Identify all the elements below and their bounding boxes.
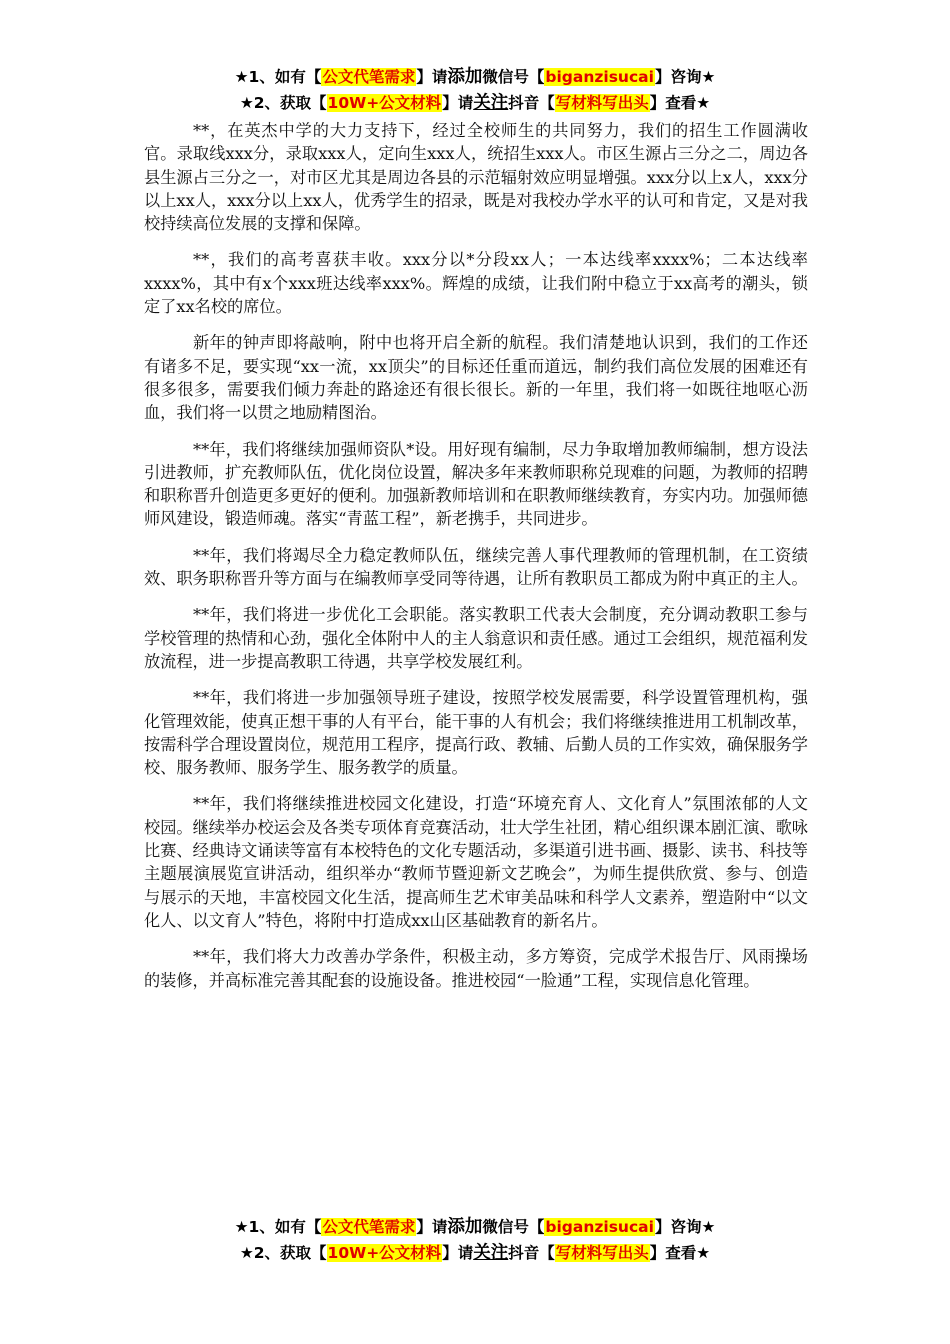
banner-text: ★1、如有【	[234, 68, 322, 86]
paragraph: **年，我们将进一步加强领导班子建设，按照学校发展需要，科学设置管理机构，强化管理效能，使真正想干事的人有平台，能干事的人有机会；我们将继续推进用工机制改革，按需科学合理设置岗位，规范用工程序，提高行政、教辅、后勤人员的工作实效，确保服务学校、服务教师、服务学生、服务教学的质量。	[144, 688, 808, 778]
emphasis-text: 添加	[447, 1217, 483, 1237]
highlight-text: 公文代笔需求	[322, 1218, 416, 1236]
footer-banner	[0, 1214, 950, 1266]
banner-text: 】咨询★	[654, 68, 716, 86]
paragraph: 新年的钟声即将敲响，附中也将开启全新的航程。我们清楚地认识到，我们的工作还有诸多不足，要实现“xx一流，xx顶尖”的目标还任重而道远，制约我们高位发展的困难还有很多很多，需要我们倾力奔赴的路途还有很长很长。新的一年里，我们将一如既往地呕心沥血，我们将一以贯之地励精图治。	[144, 333, 808, 423]
banner-line-1	[0, 64, 950, 90]
wechat-id: biganzisucai	[545, 68, 654, 86]
banner-text: ★2、获取【	[239, 1244, 327, 1262]
highlight-text: 10W+公文材料	[327, 1244, 442, 1262]
banner-line-1	[0, 1214, 950, 1240]
banner-text: 微信号【	[482, 1218, 545, 1236]
banner-line-2	[0, 1240, 950, 1266]
banner-text: 】查看★	[649, 94, 711, 112]
paragraph: **年，我们将进一步优化工会职能。落实教职工代表大会制度，充分调动教职工参与学校管理的热情和心劲，强化全体附中人的主人翁意识和责任感。通过工会组织，规范福利发放流程，进一步提高教职工待遇，共享学校发展红利。	[144, 605, 808, 671]
banner-text: ★1、如有【	[234, 1218, 322, 1236]
document-body	[144, 119, 808, 1005]
paragraph: **，在英杰中学的大力支持下，经过全校师生的共同努力，我们的招生工作圆满收官。录取线xxx分，录取xxx人，定向生xxx人，统招生xxx人。市区生源占三分之二，周边各县生源占三分之一，对市区尤其是周边各县的示范辐射效应明显增强。xxx分以上x人，xxx分以上xx人，xxx分以上xx人，优秀学生的招录，既是对我校办学水平的认可和肯定，又是对我校持续高位发展的支撑和保障。	[144, 121, 808, 234]
paragraph: **年，我们将竭尽全力稳定教师队伍，继续完善人事代理教师的管理机制，在工资绩效、职务职称晋升等方面与在编教师享受同等待遇，让所有教职员工都成为附中真正的主人。	[144, 545, 808, 589]
wechat-id: biganzisucai	[545, 1218, 654, 1236]
douyin-account: 写材料写出头	[555, 94, 649, 112]
highlight-text: 公文代笔需求	[322, 68, 416, 86]
banner-text: 抖音【	[508, 1244, 555, 1262]
banner-text: 】请	[442, 94, 474, 112]
banner-text: 】查看★	[649, 1244, 711, 1262]
header-banner	[0, 64, 950, 116]
douyin-account: 写材料写出头	[555, 1244, 649, 1262]
emphasis-text: 添加	[447, 67, 483, 87]
banner-line-2	[0, 90, 950, 116]
banner-text: 抖音【	[508, 94, 555, 112]
banner-text: ★2、获取【	[239, 94, 327, 112]
banner-text: 】咨询★	[654, 1218, 716, 1236]
banner-text: 】请	[442, 1244, 474, 1262]
emphasis-text: 关注	[473, 1243, 509, 1263]
emphasis-text: 关注	[473, 93, 509, 113]
paragraph: **年，我们将大力改善办学条件，积极主动，多方筹资，完成学术报告厅、风雨操场的装修，并高标准完善其配套的设施设备。推进校园“一脸通”工程，实现信息化管理。	[144, 947, 808, 990]
banner-text: 微信号【	[482, 68, 545, 86]
banner-text: 】请	[416, 1218, 448, 1236]
highlight-text: 10W+公文材料	[327, 94, 442, 112]
paragraph: **，我们的高考喜获丰收。xxx分以*分段xx人；一本达线率xxxx%；二本达线率xxxx%，其中有x个xxx班达线率xxx%。辉煌的成绩，让我们附中稳立于xx高考的潮头，锁定了xx名校的席位。	[144, 250, 808, 317]
banner-text: 】请	[416, 68, 448, 86]
paragraph: **年，我们将继续加强师资队*设。用好现有编制，尽力争取增加教师编制，想方设法引进教师，扩充教师队伍，优化岗位设置，解决多年来教师职称兑现难的问题，为教师的招聘和职称晋升创造更多更好的便利。加强新教师培训和在职教师继续教育，夯实内功。加强师德师风建设，锻造师魂。落实“青蓝工程”，新老携手，共同进步。	[144, 439, 808, 529]
paragraph: **年，我们将继续推进校园文化建设，打造“环境充育人、文化育人”氛围浓郁的人文校园。继续举办校运会及各类专项体育竞赛活动，壮大学生社团，精心组织课本剧汇演、歌咏比赛、经典诗文诵读等富有本校特色的文化专题活动，多渠道引进书画、摄影、读书、科技等主题展演展览宣讲活动，组织举办“教师节暨迎新文艺晚会”，为师生提供欣赏、参与、创造与展示的天地，丰富校园文化生活，提高师生艺术审美品味和科学人文素养，塑造附中“以文化人、以文育人”特色，将附中打造成xx山区基础教育的新名片。	[144, 794, 808, 930]
